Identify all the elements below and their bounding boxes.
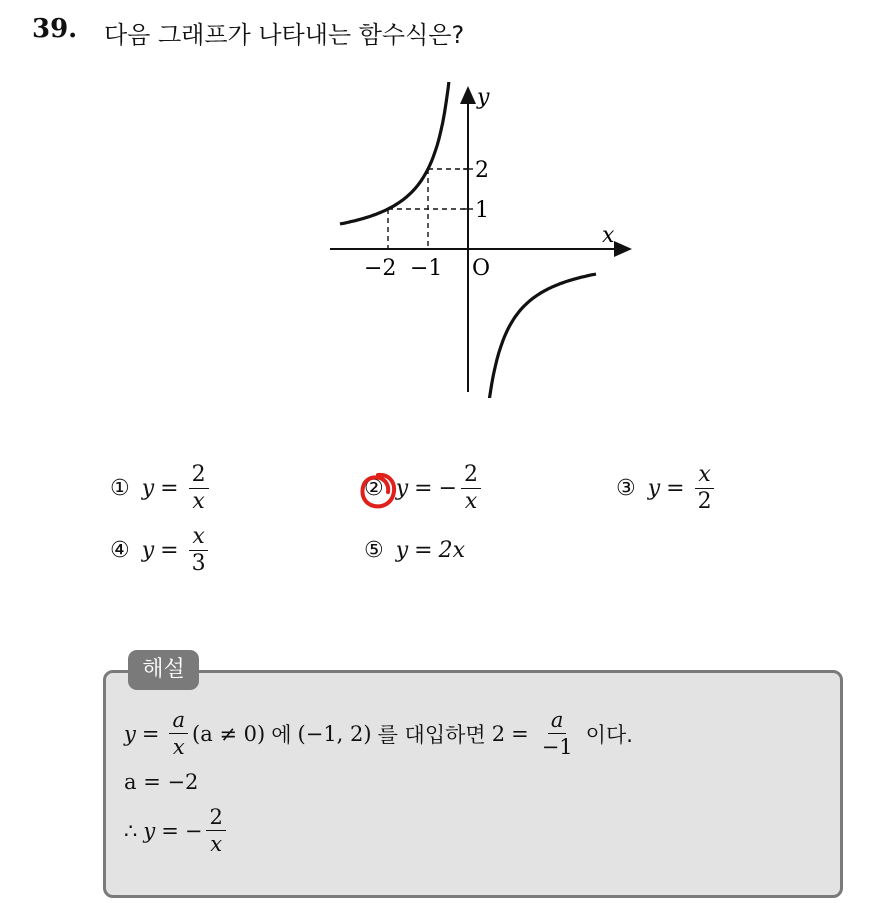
option-number: ④ bbox=[110, 538, 130, 563]
solution-box bbox=[103, 670, 843, 898]
equals-sign: = bbox=[160, 538, 179, 563]
option-number: ② bbox=[364, 476, 384, 501]
option-number: ③ bbox=[616, 476, 636, 501]
sol-y: y bbox=[124, 721, 136, 746]
sol-y: y bbox=[143, 818, 156, 843]
fraction bbox=[695, 462, 715, 515]
minus-sign: − bbox=[184, 818, 203, 843]
denominator: x bbox=[192, 489, 205, 514]
fraction bbox=[461, 462, 481, 515]
x-axis-label: x bbox=[602, 223, 615, 248]
korean-text: 를 대입하면 bbox=[377, 722, 486, 747]
fraction bbox=[189, 524, 209, 577]
numerator: 2 bbox=[461, 462, 481, 489]
equals-sign: = bbox=[161, 818, 179, 843]
solution-badge: 해설 bbox=[128, 650, 199, 690]
curve-branch-right bbox=[486, 274, 596, 398]
denominator: 3 bbox=[191, 551, 206, 576]
fraction bbox=[206, 804, 225, 857]
question-text: 다음 그래프가 나타내는 함수식은? bbox=[104, 21, 465, 49]
therefore-symbol: ∴ bbox=[124, 818, 138, 843]
solution-line-2 bbox=[124, 770, 198, 794]
option-1[interactable] bbox=[110, 462, 213, 515]
solution-line-1 bbox=[124, 707, 639, 760]
option-lhs: y bbox=[647, 476, 661, 501]
option-5[interactable] bbox=[364, 538, 465, 563]
option-expression: 2x bbox=[438, 538, 466, 563]
korean-text: 에 bbox=[271, 722, 292, 747]
y-axis-label: y bbox=[477, 85, 490, 110]
equals-sign: = bbox=[511, 721, 529, 746]
point: (−1, 2) bbox=[297, 721, 372, 746]
numerator: a bbox=[548, 707, 567, 734]
equals-sign: = bbox=[160, 476, 179, 501]
dashed-guides bbox=[388, 169, 468, 249]
answer-circle-mark bbox=[355, 468, 401, 514]
denominator: −1 bbox=[541, 735, 573, 759]
option-lhs: y bbox=[141, 476, 155, 501]
origin-label: O bbox=[472, 256, 491, 281]
solution-line-3 bbox=[124, 804, 230, 857]
solution-value-a: a = −2 bbox=[124, 770, 199, 794]
denominator: x bbox=[210, 832, 223, 856]
equals-sign: = bbox=[414, 476, 433, 501]
option-lhs: y bbox=[395, 476, 409, 501]
option-number: ⑤ bbox=[364, 538, 384, 563]
korean-text: 이다. bbox=[585, 722, 633, 747]
question-number: 39. bbox=[32, 14, 78, 44]
equals-sign: = bbox=[414, 538, 433, 563]
numerator: x bbox=[695, 462, 713, 489]
fraction bbox=[169, 707, 188, 760]
hyperbola-graph bbox=[320, 82, 640, 398]
denominator: x bbox=[172, 735, 185, 759]
numerator: a bbox=[169, 707, 188, 734]
y-tick-2: 2 bbox=[475, 158, 489, 183]
value: 2 bbox=[491, 721, 506, 746]
fraction bbox=[189, 462, 209, 515]
equals-sign: = bbox=[141, 721, 160, 746]
equals-sign: = bbox=[666, 476, 685, 501]
numerator: 2 bbox=[206, 804, 225, 831]
option-4[interactable] bbox=[110, 524, 213, 577]
curve-branch-left bbox=[340, 82, 450, 224]
option-lhs: y bbox=[141, 538, 155, 563]
x-tick-minus2: −2 bbox=[364, 256, 397, 281]
option-lhs: y bbox=[395, 538, 409, 563]
denominator: 2 bbox=[697, 489, 712, 514]
y-tick-1: 1 bbox=[475, 198, 489, 223]
numerator: 2 bbox=[189, 462, 209, 489]
numerator: x bbox=[189, 524, 207, 551]
minus-sign: − bbox=[438, 476, 458, 501]
condition: (a ≠ 0) bbox=[192, 721, 266, 746]
option-3[interactable] bbox=[616, 462, 719, 515]
fraction bbox=[539, 707, 576, 760]
x-tick-minus1: −1 bbox=[410, 256, 443, 281]
option-number: ① bbox=[110, 476, 130, 501]
denominator: x bbox=[464, 489, 478, 514]
